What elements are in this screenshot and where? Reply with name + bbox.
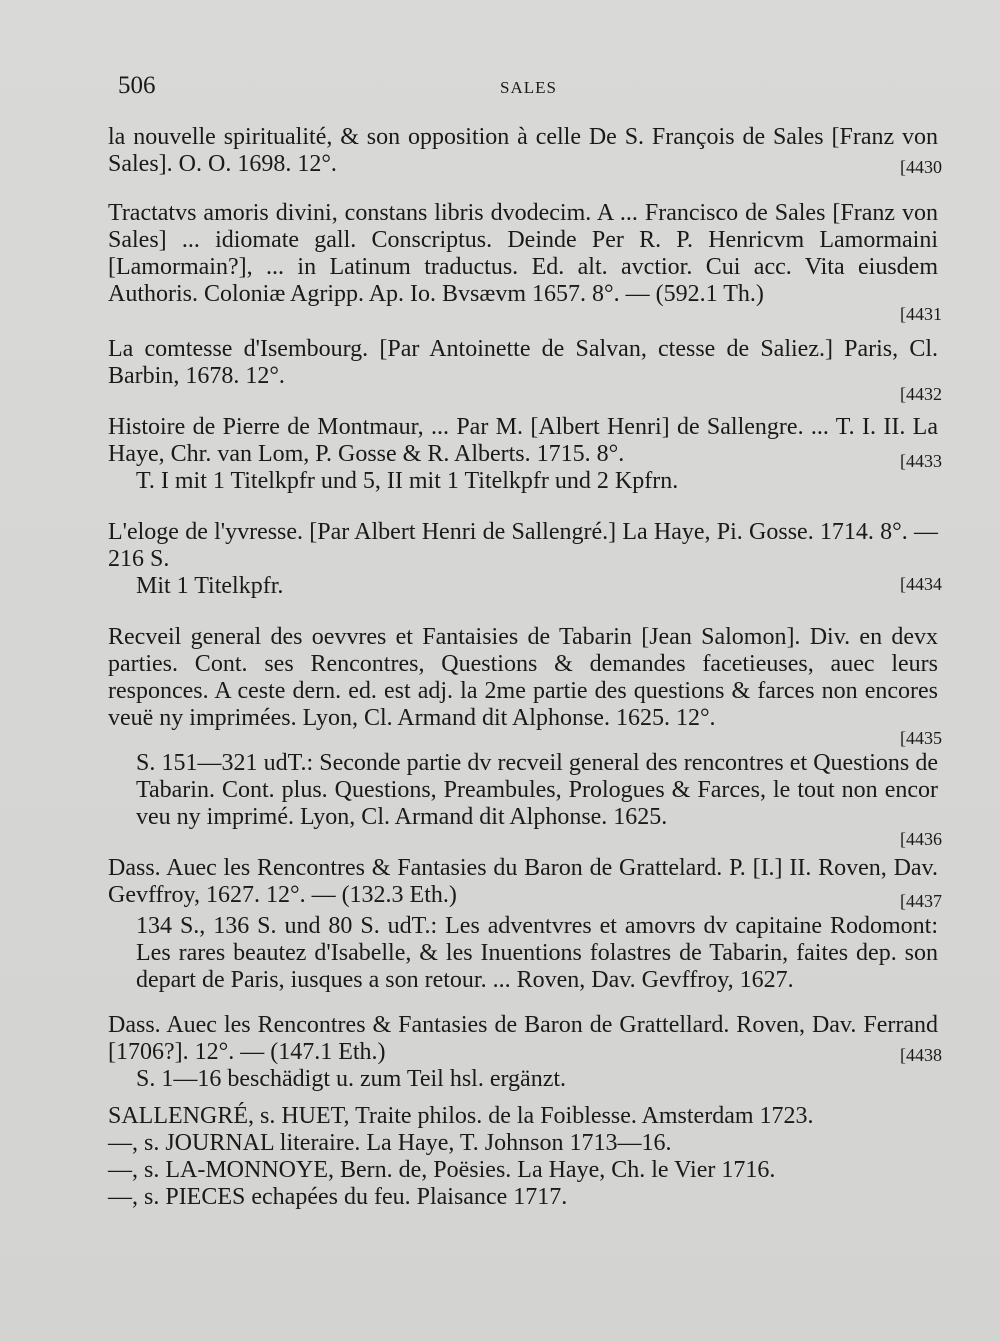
cross-reference: —, s. LA-MONNOYE, Bern. de, Poësies. La Haye, Ch. le Vier 1716. [108,1157,776,1183]
entry-text: Dass. Auec les Rencontres & Fantasies de Baron de Grattellard. Roven, Dav. Ferrand [1706?]. 12°. — (147.1 Eth.) [108,1012,938,1065]
entry-text: Dass. Auec les Rencontres & Fantasies du Baron de Grattelard. P. [I.] II. Roven, Dav. Gevffroy, 1627. 12°. — (132.3 Eth.) [108,855,938,908]
entry-note: T. I mit 1 Titelkpfr und 5, II mit 1 Titelkpfr und 2 Kpfrn. [136,468,679,494]
entry-note: S. 1—16 beschädigt u. zum Teil hsl. ergänzt. [136,1066,567,1092]
entry-text: 134 S., 136 S. und 80 S. udT.: Les adventvres et amovrs dv capitaine Rodomont: Les rares beautez d'Isabelle, & les Inuentions folastres de Tabarin, faites dep. son depart de Paris, iusques a son retour. ... Roven, Dav. Gevffroy, 1627. [136,913,938,993]
entry-number: [4434 [900,574,942,594]
cross-reference: —, s. JOURNAL literaire. La Haye, T. Johnson 1713—16. [108,1130,672,1156]
catalog-entry [108,192,942,324]
catalog-entry [108,124,942,178]
catalog-entry [108,618,942,748]
catalog-entry [108,408,942,495]
entry-text: La comtesse d'Isembourg. [Par Antoinette de Salvan, ctesse de Saliez.] Paris, Cl. Barbin, 1678. 12°. [108,336,938,389]
catalog-entry [108,513,942,600]
catalog-entry [108,1012,942,1093]
entry-text: Recveil general des oevvres et Fantaisies de Tabarin [Jean Salomon]. Div. en devx parties. Cont. ses Rencontres, Questions & demandes facetieuses, auec leurs responces. A ceste dern. ed. est adj. la 2me partie des questions & farces non encores veuë ny imprimées. Lyon, Cl. Armand dit Alphonse. 1625. 12°. [108,624,938,731]
running-head: SALES [500,78,557,97]
catalog-entry [108,326,942,404]
cross-references [108,1103,938,1211]
entry-number: [4433 [900,451,942,471]
entry-number: [4430 [900,157,942,177]
cross-reference: SALLENGRÉ, s. HUET, Traite philos. de la Foiblesse. Amsterdam 1723. [108,1103,814,1129]
entry-number: [4437 [900,891,942,911]
entry-number: [4438 [900,1045,942,1065]
entry-text: Histoire de Pierre de Montmaur, ... Par M. [Albert Henri] de Sallengre. ... T. I. II. La Haye, Chr. van Lom, P. Gosse & R. Alberts. 1715. 8°. [108,414,938,467]
entry-number: [4432 [900,384,942,404]
entry-text: Tractatvs amoris divini, constans libris dvodecim. A ... Francisco de Sales [Franz von Sales] ... idiomate gall. Conscriptus. Deinde Per R. P. Henricvm Lamormaini [Lamormain?], ... in Latinum traductus. Ed. alt. avctior. Cui acc. Vita eiusdem Authoris. Coloniæ Agripp. Ap. Io. Bvsævm 1657. 8°. — (592.1 Th.) [108,200,938,307]
entry-number: [4435 [900,728,942,748]
entry-number: [4436 [900,829,942,849]
catalog-entry [108,849,942,911]
page-number: 506 [118,72,156,99]
entry-text: L'eloge de l'yvresse. [Par Albert Henri de Sallengré.] La Haye, Pi. Gosse. 1714. 8°. — 216 S. [108,519,938,572]
entry-text: la nouvelle spiritualité, & son opposition à celle De S. François de Sales [Franz von Sales]. O. O. 1698. 12°. [108,124,938,177]
catalog-entry [108,913,938,994]
entry-note: Mit 1 Titelkpfr. [136,573,284,599]
catalog-body [108,124,942,1211]
entry-text: S. 151—321 udT.: Seconde partie dv recveil general des rencontres et Questions de Tabarin. Cont. plus. Questions, Preambules, Prologues & Farces, le tout non encor veu ny imprimé. Lyon, Cl. Armand dit Alphonse. 1625. [136,750,938,830]
catalog-entry [108,750,942,849]
cross-reference: —, s. PIECES echapées du feu. Plaisance 1717. [108,1184,568,1210]
entry-number: [4431 [900,304,942,324]
